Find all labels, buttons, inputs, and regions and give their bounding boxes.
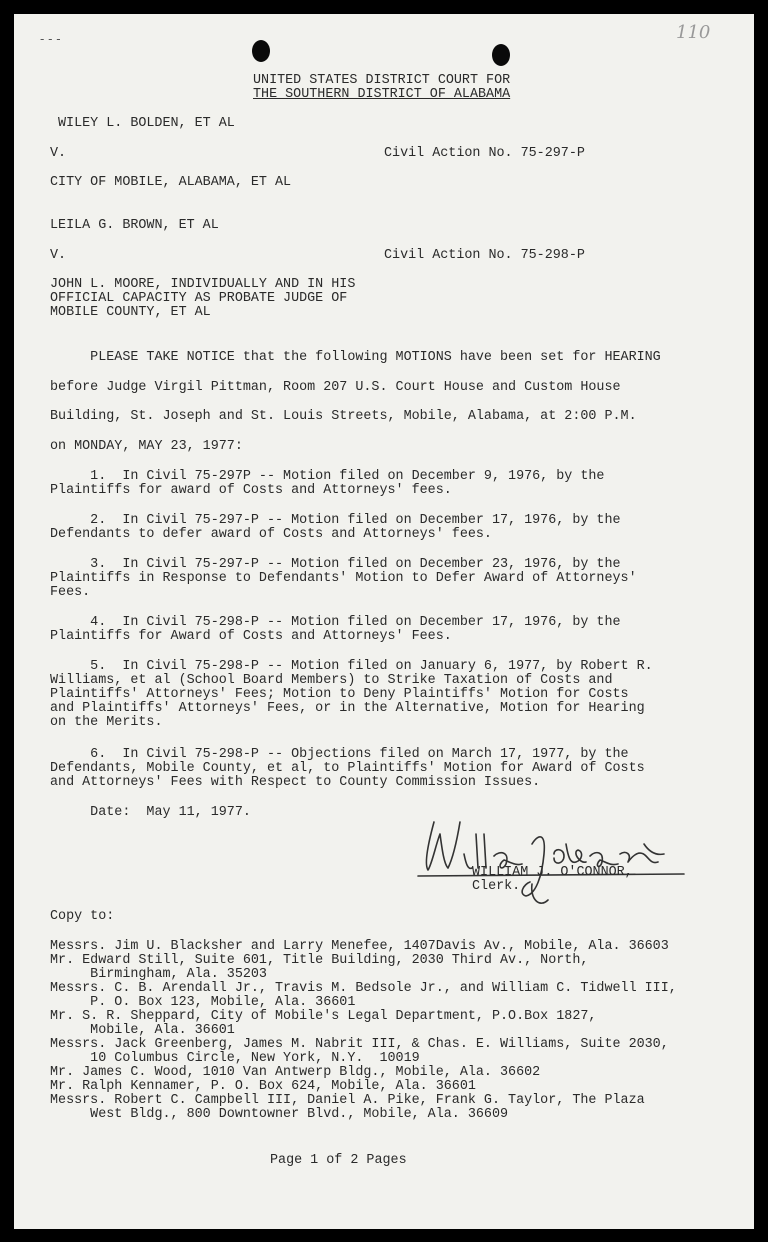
case2-versus: V. [50,248,67,263]
motion-1-line: Plaintiffs for award of Costs and Attorneys' fees. [50,483,452,498]
motion-3-line: Fees. [50,585,91,600]
copy-to-label: Copy to: [50,909,115,924]
motion-1-line: 1. In Civil 75-297P -- Motion filed on December 9, 1976, by the [50,469,605,484]
notice-line: before Judge Virgil Pittman, Room 207 U.S. Court House and Custom House [50,380,621,395]
case1-defendant: CITY OF MOBILE, ALABAMA, ET AL [50,175,292,190]
recipient-line: Mobile, Ala. 36601 [50,1023,235,1038]
motion-2-line: 2. In Civil 75-297-P -- Motion filed on December 17, 1976, by the [50,513,621,528]
court-name-line1: UNITED STATES DISTRICT COURT FOR [253,73,511,88]
motion-5-line: on the Merits. [50,715,163,730]
punch-hole-left [252,40,270,62]
motion-4-line: Plaintiffs for Award of Costs and Attorneys' Fees. [50,629,452,644]
motion-6-line: and Attorneys' Fees with Respect to County Commission Issues. [50,775,541,790]
notice-line: on MONDAY, MAY 23, 1977: [50,439,243,454]
motion-3-line: Plaintiffs in Response to Defendants' Motion to Defer Award of Attorneys' [50,571,637,586]
recipient-line: Messrs. Jim U. Blacksher and Larry Menefee, 1407Davis Av., Mobile, Ala. 36603 [50,939,669,954]
motion-5-line: 5. In Civil 75-298-P -- Motion filed on January 6, 1977, by Robert R. [50,659,653,674]
case2-defendant-line: OFFICIAL CAPACITY AS PROBATE JUDGE OF [50,291,348,306]
case1-plaintiff: WILEY L. BOLDEN, ET AL [58,116,235,131]
motion-5-line: Williams, et al (School Board Members) to Strike Taxation of Costs and [50,673,613,688]
motion-6-line: 6. In Civil 75-298-P -- Objections filed on March 17, 1977, by the [50,747,629,762]
notice-line: PLEASE TAKE NOTICE that the following MOTIONS have been set for HEARING [50,350,661,365]
case2-defendant-line: MOBILE COUNTY, ET AL [50,305,211,320]
clerk-title: Clerk. [472,879,521,894]
notice-line: Building, St. Joseph and St. Louis Streets, Mobile, Alabama, at 2:00 P.M. [50,409,637,424]
punch-hole-right [492,44,510,66]
recipient-line: West Bldg., 800 Downtowner Blvd., Mobile, Ala. 36609 [50,1107,509,1122]
clerk-signature [414,804,694,914]
recipient-line: 10 Columbus Circle, New York, N.Y. 10019 [50,1051,420,1066]
case2-action-number: Civil Action No. 75-298-P [384,248,585,263]
case1-versus: V. [50,146,67,161]
case1-action-number: Civil Action No. 75-297-P [384,146,585,161]
page-footer: Page 1 of 2 Pages [270,1153,407,1168]
motion-5-line: Plaintiffs' Attorneys' Fees; Motion to Deny Plaintiffs' Motion for Costs [50,687,629,702]
motion-6-line: Defendants, Mobile County, et al, to Plaintiffs' Motion for Award of Costs [50,761,645,776]
recipient-line: Messrs. Jack Greenberg, James M. Nabrit III, & Chas. E. Williams, Suite 2030, [50,1037,669,1052]
recipient-line: Mr. Edward Still, Suite 601, Title Building, 2030 Third Av., North, [50,953,589,968]
case2-defendant-line: JOHN L. MOORE, INDIVIDUALLY AND IN HIS [50,277,356,292]
case2-plaintiff: LEILA G. BROWN, ET AL [50,218,219,233]
motion-5-line: and Plaintiffs' Attorneys' Fees, or in the Alternative, Motion for Hearing [50,701,645,716]
recipient-line: P. O. Box 123, Mobile, Ala. 36601 [50,995,356,1010]
date-line: Date: May 11, 1977. [50,805,251,820]
court-name-line2: THE SOUTHERN DISTRICT OF ALABAMA [253,87,511,102]
recipient-line: Mr. Ralph Kennamer, P. O. Box 624, Mobile, Ala. 36601 [50,1079,476,1094]
motion-4-line: 4. In Civil 75-298-P -- Motion filed on December 17, 1976, by the [50,615,621,630]
recipient-line: Mr. James C. Wood, 1010 Van Antwerp Bldg., Mobile, Ala. 36602 [50,1065,541,1080]
recipient-line: Birmingham, Ala. 35203 [50,967,267,982]
motion-3-line: 3. In Civil 75-297-P -- Motion filed on December 23, 1976, by the [50,557,621,572]
top-left-mark: - - - [40,32,61,46]
recipient-line: Mr. S. R. Sheppard, City of Mobile's Legal Department, P.O.Box 1827, [50,1009,597,1024]
motion-2-line: Defendants to defer award of Costs and Attorneys' fees. [50,527,492,542]
recipient-line: Messrs. Robert C. Campbell III, Daniel A. Pike, Frank G. Taylor, The Plaza [50,1093,645,1108]
clerk-name: WILLIAM J. O'CONNOR, [472,865,633,880]
document-page [14,14,754,1229]
page-number-handwritten: 110 [676,22,711,43]
recipient-line: Messrs. C. B. Arendall Jr., Travis M. Bedsole Jr., and William C. Tidwell III, [50,981,677,996]
